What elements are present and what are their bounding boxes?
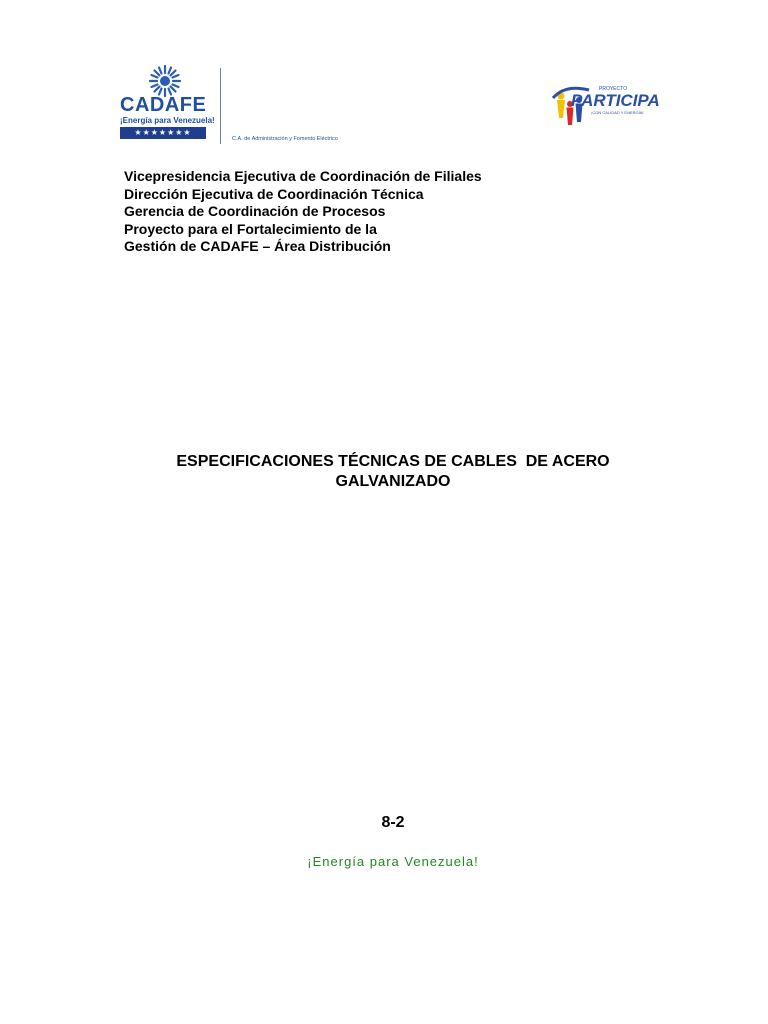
cadafe-stars-bar: ★★★★★★★ bbox=[120, 127, 206, 139]
institution-line-3: Gerencia de Coordinación de Procesos bbox=[124, 203, 386, 219]
institution-line-4: Proyecto para el Fortalecimiento de la bbox=[124, 220, 377, 237]
document-number: 8-2 bbox=[381, 814, 405, 831]
logo-divider bbox=[220, 68, 221, 144]
cadafe-logo bbox=[118, 64, 218, 144]
cadafe-tagline: ¡Energía para Venezuela! bbox=[120, 116, 215, 125]
participa-name: PARTICIPA bbox=[571, 91, 660, 110]
document-title bbox=[100, 452, 686, 492]
participa-tagline: ¡CON CALIDAD Y ENERGÍA! bbox=[591, 110, 644, 115]
institution-block bbox=[124, 168, 482, 256]
participa-small-label: PROYECTO bbox=[599, 86, 627, 92]
cadafe-subtitle: C.A. de Administración y Fomento Eléctrico bbox=[232, 136, 338, 142]
institution-line-1: Vicepresidencia Ejecutiva de Coordinación de Filiales bbox=[124, 168, 482, 184]
document-title-line-2: GALVANIZADO bbox=[335, 473, 451, 490]
sun-icon bbox=[148, 64, 182, 98]
cadafe-name: CADAFE bbox=[120, 94, 207, 116]
slogan: ¡Energía para Venezuela! bbox=[307, 854, 479, 869]
participa-logo bbox=[545, 70, 665, 142]
document-title-line-1: ESPECIFICACIONES TÉCNICAS DE CABLES DE ACERO bbox=[176, 453, 610, 470]
institution-line-2: Dirección Ejecutiva de Coordinación Técnica bbox=[124, 185, 424, 202]
institution-line-5: Gestión de CADAFE – Área Distribución bbox=[124, 238, 391, 254]
